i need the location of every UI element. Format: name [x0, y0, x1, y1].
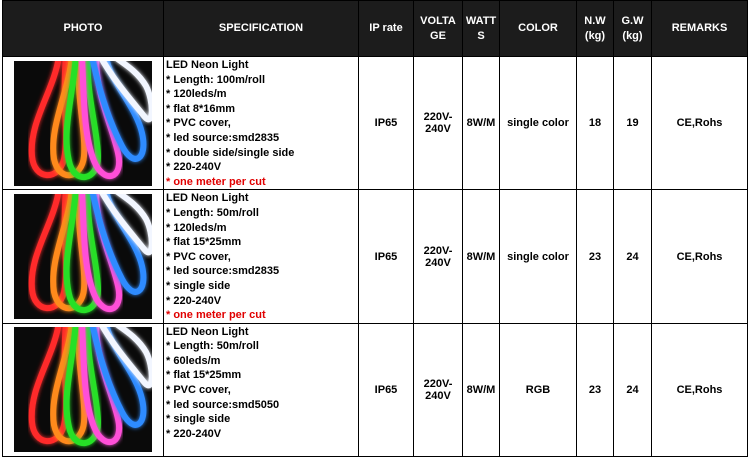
- color-cell: single color: [500, 57, 577, 190]
- header-watts: [463, 1, 500, 57]
- voltage-line: 220V-: [423, 111, 453, 124]
- neon-strip-1: [32, 61, 66, 175]
- spec-line: * single side: [166, 413, 231, 426]
- header-gw-line2: (kg): [622, 29, 643, 42]
- header-gw: [614, 1, 652, 57]
- remarks-cell: CE,Rohs: [652, 323, 748, 456]
- spec-line: * double side/single side: [166, 146, 295, 159]
- specification-cell: [164, 57, 359, 190]
- table-row: [3, 190, 748, 323]
- spec-line: LED Neon Light: [166, 59, 249, 71]
- spec-line: * flat 8*16mm: [166, 102, 236, 115]
- header-watts-line1: WATT: [465, 14, 497, 27]
- header-gw-line1: G.W: [621, 14, 644, 27]
- watts-cell: 8W/M: [463, 190, 500, 323]
- ip-rate-cell: IP65: [359, 57, 414, 190]
- neon-strip-1: [32, 194, 66, 308]
- spec-line: LED Neon Light: [166, 192, 249, 205]
- voltage-line: 240V: [425, 123, 451, 136]
- table-row: [3, 57, 748, 190]
- net-weight-cell: 23: [577, 190, 614, 323]
- watts-cell: 8W/M: [463, 57, 500, 190]
- spec-line: * PVC cover,: [166, 250, 231, 263]
- ip-rate-cell: IP65: [359, 190, 414, 323]
- spec-line: * flat 15*25mm: [166, 369, 242, 382]
- gross-weight-cell: 24: [614, 323, 652, 456]
- neon-light-photo: [14, 194, 152, 319]
- remarks-cell: CE,Rohs: [652, 57, 748, 190]
- spec-line: * PVC cover,: [166, 384, 231, 397]
- neon-strip-1: [32, 327, 66, 441]
- spec-line: LED Neon Light: [166, 325, 249, 338]
- watts-cell: 8W/M: [463, 323, 500, 456]
- spec-line: * 220-240V: [166, 161, 222, 174]
- header-ip-rate: IP rate: [359, 1, 414, 57]
- gross-weight-cell: 19: [614, 57, 652, 190]
- specification-cell: [164, 190, 359, 323]
- spec-line: * PVC cover,: [166, 117, 231, 130]
- spec-cut-note: * one meter per cut: [166, 309, 266, 322]
- spec-line: * led source:smd2835: [166, 131, 280, 144]
- remarks-cell: CE,Rohs: [652, 190, 748, 323]
- gross-weight-cell: 24: [614, 190, 652, 323]
- product-spec-table: [2, 0, 748, 457]
- spec-cut-note: * one meter per cut: [166, 175, 266, 188]
- color-cell: single color: [500, 190, 577, 323]
- spec-line: * 220-240V: [166, 294, 222, 307]
- header-remarks: REMARKS: [652, 1, 748, 57]
- table-row: [3, 323, 748, 456]
- header-photo: PHOTO: [3, 1, 164, 57]
- specification-cell: [164, 323, 359, 456]
- color-cell: RGB: [500, 323, 577, 456]
- photo-cell: [3, 57, 164, 190]
- header-color: COLOR: [500, 1, 577, 57]
- header-watts-line2: S: [477, 29, 485, 42]
- spec-line: * 60leds/m: [166, 354, 221, 367]
- neon-light-photo: [14, 61, 152, 186]
- spec-line: * single side: [166, 279, 231, 292]
- spec-line: * led source:smd2835: [166, 265, 280, 278]
- spec-line: * 120leds/m: [166, 221, 227, 234]
- spec-line: * Length: 50m/roll: [166, 340, 259, 353]
- header-voltage: [414, 1, 463, 57]
- net-weight-cell: 18: [577, 57, 614, 190]
- voltage-cell: [414, 190, 463, 323]
- net-weight-cell: 23: [577, 323, 614, 456]
- voltage-line: 220V-: [423, 244, 453, 257]
- header-nw-line1: N.W: [584, 14, 606, 27]
- spec-line: * Length: 50m/roll: [166, 206, 259, 219]
- voltage-cell: [414, 323, 463, 456]
- voltage-line: 240V: [425, 256, 451, 269]
- voltage-line: 220V-: [423, 377, 453, 390]
- header-row: [3, 1, 748, 57]
- ip-rate-cell: IP65: [359, 323, 414, 456]
- voltage-line: 240V: [425, 389, 451, 402]
- voltage-cell: [414, 57, 463, 190]
- header-specification: SPECIFICATION: [164, 1, 359, 57]
- header-voltage-line2: GE: [430, 29, 446, 42]
- header-voltage-line1: VOLTA: [420, 14, 456, 27]
- spec-line: * 220-240V: [166, 427, 222, 440]
- spec-line: * 120leds/m: [166, 88, 227, 101]
- header-nw-line2: (kg): [584, 29, 606, 42]
- photo-cell: [3, 190, 164, 323]
- spec-line: * led source:smd5050: [166, 398, 280, 411]
- photo-cell: [3, 323, 164, 456]
- neon-light-photo: [14, 327, 152, 452]
- spec-line: * Length: 100m/roll: [166, 73, 266, 86]
- header-nw: [577, 1, 614, 57]
- spec-line: * flat 15*25mm: [166, 236, 242, 249]
